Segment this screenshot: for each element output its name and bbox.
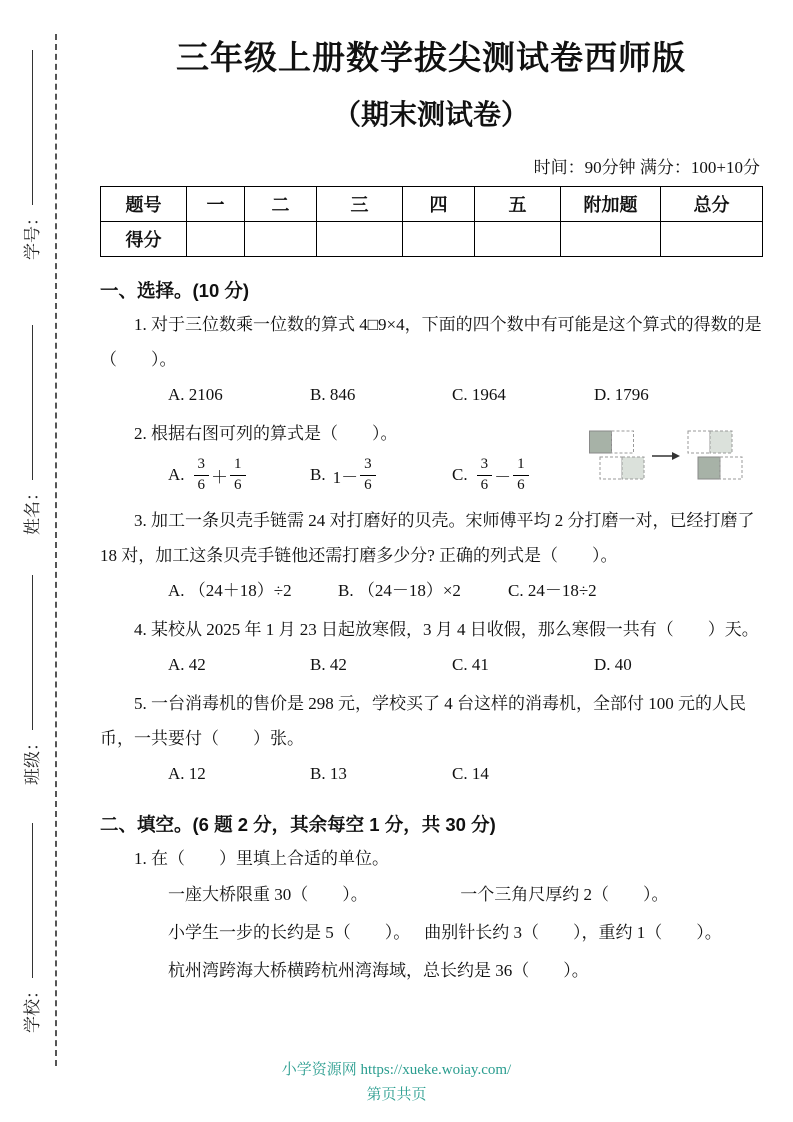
fill-row: [100, 914, 762, 952]
fraction: [477, 457, 493, 494]
score-col-header: 四: [403, 187, 475, 222]
score-col-header: 附加题: [561, 187, 661, 222]
fill-row: [100, 876, 762, 914]
question-text: 4. 某校从 2025 年 1 月 23 日起放寒假，3 月 4 日收假，那么寒假一共有（ ）天。: [134, 620, 759, 639]
operator: －: [494, 467, 512, 487]
fraction: [360, 457, 376, 494]
option: C. 14: [452, 764, 489, 783]
fraction-denominator: 6: [364, 476, 372, 493]
arrow-head: [672, 452, 680, 460]
fraction: [230, 457, 246, 494]
fraction-numerator: 3: [360, 457, 376, 476]
side-field-blank-line: [32, 325, 33, 480]
option-label: B.: [310, 465, 326, 484]
fill-item: 曲别针长约 3（ ），重约 1（ ）。: [424, 923, 722, 942]
option-label: A.: [168, 465, 185, 484]
paper-main-column: [100, 26, 762, 990]
option: [452, 457, 594, 494]
option: A. 2106: [168, 385, 223, 404]
question-2: [100, 416, 762, 499]
option: A. 12: [168, 764, 206, 783]
option: D. 1796: [594, 385, 649, 404]
option: B. （24－18）×2: [338, 581, 461, 600]
time-score-info: 时间：90分钟 满分：100+10分: [533, 158, 760, 177]
fraction: [513, 457, 529, 494]
section1-heading: 一、选择。(10 分): [100, 280, 250, 301]
option: C. 41: [452, 655, 489, 674]
option: B. 42: [310, 655, 347, 674]
question-5-options: [100, 756, 762, 791]
fraction-denominator: 6: [480, 476, 489, 493]
side-field-label: 学校：: [22, 982, 42, 1033]
operator: ＋: [211, 467, 229, 487]
score-col-header: 总分: [661, 187, 763, 222]
footer-site-link[interactable]: 小学资源网 https://xueke.woiay.com/: [281, 1062, 512, 1078]
question-text: 3. 加工一条贝壳手链需 24 对打磨好的贝壳。宋师傅平均 2 分打磨一对，已经打磨了 18 对，加工这条贝壳手链他还需打磨多少分? 正确的列式是（ ）。: [100, 511, 755, 565]
option: D. 40: [594, 655, 632, 674]
fraction-numerator: 1: [513, 457, 529, 476]
fraction-denominator: 6: [197, 476, 206, 493]
score-table-score-row: [101, 222, 763, 257]
score-col-header: 二: [245, 187, 317, 222]
side-field-blank-line: [32, 823, 33, 978]
option: C. 24－18÷2: [508, 581, 597, 600]
paper-title: 三年级上册数学拔尖测试卷西师版: [176, 41, 686, 77]
fill-question-1: [100, 841, 762, 990]
score-col-header: 五: [475, 187, 561, 222]
question-1: [100, 307, 762, 412]
footer: [0, 1058, 793, 1104]
side-field-blank-line: [32, 575, 33, 730]
side-field-student-id: [18, 50, 42, 260]
score-row-label: 得分: [101, 222, 187, 257]
score-table: [100, 186, 763, 257]
question-text: 1. 在（ ）里填上合适的单位。: [134, 849, 389, 868]
score-table-header-row: [101, 187, 763, 222]
score-cell-empty: [561, 222, 661, 257]
option: B. 846: [310, 385, 356, 404]
fill-item: 小学生一步的长约是 5（ ）。: [168, 923, 411, 942]
question-4-options: [100, 647, 762, 682]
score-cell-empty: [245, 222, 317, 257]
option: A. （24＋18）÷2: [168, 581, 292, 600]
side-field-school: [18, 823, 42, 1033]
score-col-header: 一: [187, 187, 245, 222]
option-pre-text: 1－: [332, 467, 359, 487]
score-cell-empty: [403, 222, 475, 257]
option-label: C.: [452, 465, 468, 484]
fraction-numerator: 3: [194, 457, 210, 476]
fraction-diagram: [588, 426, 760, 488]
side-field-label: 姓名：: [22, 484, 42, 535]
score-cell-empty: [317, 222, 403, 257]
binding-cut-line: [55, 34, 57, 1066]
question-text: 1. 对于三位数乘一位数的算式 4□9×4，下面的四个数中有可能是这个算式的得数的是（ ）。: [100, 315, 762, 369]
option: [168, 457, 310, 494]
fraction: [194, 457, 210, 494]
option: A. 42: [168, 655, 206, 674]
side-field-label: 学号：: [22, 209, 42, 260]
option: C. 1964: [452, 385, 506, 404]
question-5: [100, 686, 762, 791]
question-text: 5. 一台消毒机的售价是 298 元，学校买了 4 台这样的消毒机，全部付 100 元的人民币，一共要付（ ）张。: [100, 694, 746, 748]
fill-row: [100, 952, 762, 990]
fraction-denominator: 6: [234, 476, 242, 493]
score-col-header: 题号: [101, 187, 187, 222]
side-field-name: [18, 325, 42, 535]
fraction-numerator: 1: [230, 457, 246, 476]
option: [310, 457, 452, 494]
footer-page-label: 第页共页: [366, 1087, 427, 1103]
score-cell-empty: [187, 222, 245, 257]
question-4: [100, 612, 762, 682]
fill-item: 一座大桥限重 30（ ）。: [168, 885, 368, 904]
side-field-class: [18, 575, 42, 785]
question-3-options: [100, 573, 762, 608]
fraction-denominator: 6: [517, 476, 525, 493]
fraction-numerator: 3: [477, 457, 493, 476]
score-col-header: 三: [317, 187, 403, 222]
score-cell-empty: [475, 222, 561, 257]
question-1-options: [100, 377, 762, 412]
paper-subtitle: （期末测试卷）: [332, 100, 529, 131]
fill-item: 一个三角尺厚约 2（ ）。: [460, 885, 669, 904]
side-field-blank-line: [32, 50, 33, 205]
question-text: 2. 根据右图可列的算式是（ ）。: [134, 424, 398, 443]
question-3: [100, 503, 762, 608]
side-field-label: 班级：: [22, 734, 42, 785]
fill-item: 杭州湾跨海大桥横跨杭州湾海域，总长约是 36（ ）。: [168, 961, 589, 980]
score-cell-empty: [661, 222, 763, 257]
section2-heading: 二、填空。(6 题 2 分，其余每空 1 分，共 30 分): [100, 814, 496, 835]
option: B. 13: [310, 764, 347, 783]
